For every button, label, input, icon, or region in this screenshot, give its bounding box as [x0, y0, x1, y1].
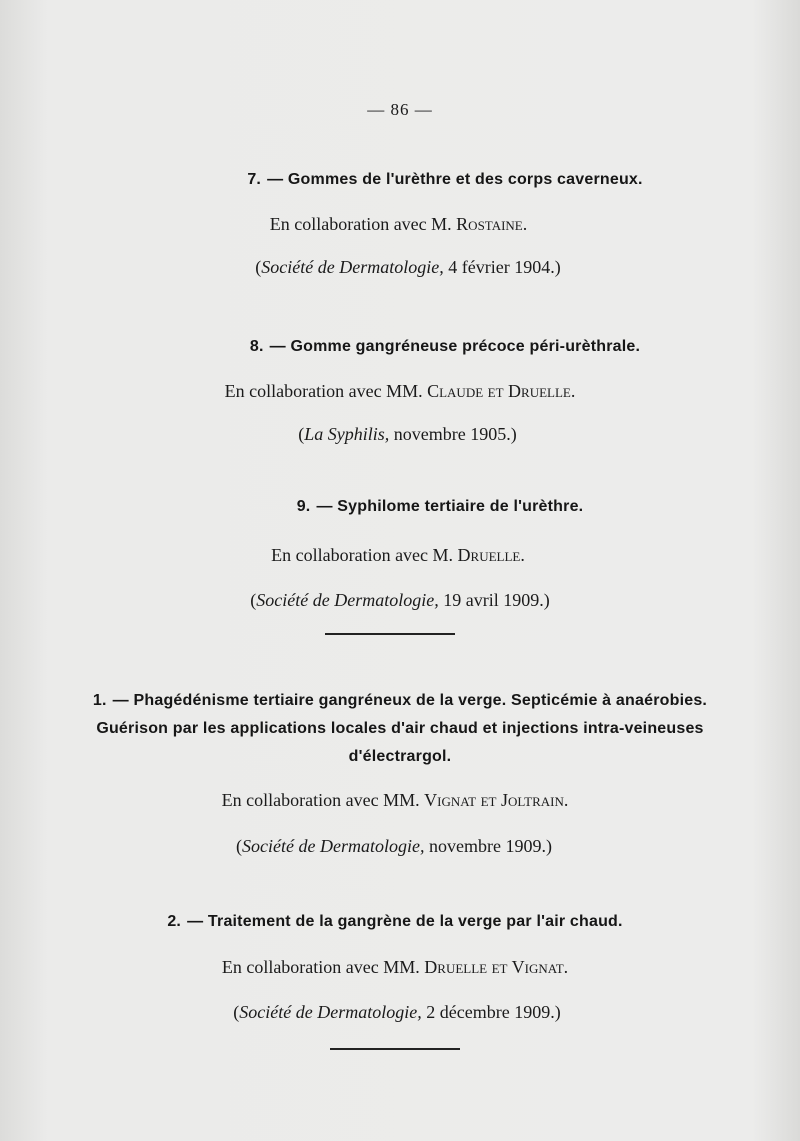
collab-prefix: En collaboration avec MM. — [221, 790, 420, 810]
entry-2-collaboration — [0, 957, 800, 978]
entry-8-collaboration — [0, 381, 800, 402]
source-journal: Société de Dermatologie, — [239, 1002, 422, 1022]
end-divider — [330, 1048, 460, 1050]
entry-title-text: — Gommes de l'urèthre et des corps caverneux. — [267, 171, 643, 188]
entry-title-text: — Phagédénisme tertiaire gangréneux de la verge. Septicémie à anaérobies. — [112, 692, 708, 709]
entry-number: 9. — [296, 498, 311, 515]
collab-names: Vignat et Joltrain. — [424, 790, 569, 810]
collab-prefix: En collaboration avec MM. — [221, 957, 420, 977]
source-journal: La Syphilis, — [304, 424, 390, 444]
entry-1-collaboration — [0, 790, 800, 811]
source-date: 2 décembre 1909.) — [421, 1002, 561, 1022]
source-open: ( — [236, 836, 243, 856]
entry-9-collaboration — [0, 545, 800, 566]
collab-prefix: En collaboration avec M. — [269, 214, 452, 234]
entry-title-text: — Traitement de la gangrène de la verge par l'air chaud. — [187, 913, 623, 930]
collab-names: Claude et Druelle. — [427, 381, 576, 401]
entry-number: 8. — [249, 338, 264, 355]
collab-prefix: En collaboration avec M. — [271, 545, 454, 565]
section-divider — [325, 633, 455, 635]
entry-9-title — [80, 498, 800, 516]
entry-9-source — [0, 590, 800, 611]
entry-8-title — [90, 338, 800, 356]
entry-1-title-line-2: Guérison par les applications locales d'air chaud et injections intra-veineuses — [96, 720, 704, 737]
collab-names: Druelle. — [457, 545, 525, 565]
entry-title-text: — Gomme gangréneuse précoce péri-urèthrale. — [269, 338, 641, 355]
entry-number: 2. — [167, 913, 182, 930]
collab-names: Rostaine. — [456, 214, 528, 234]
source-date: novembre 1909.) — [424, 836, 552, 856]
entry-7-collaboration — [0, 214, 800, 235]
collab-names: Druelle et Vignat. — [424, 957, 569, 977]
entry-2-source — [0, 1002, 800, 1023]
entry-1-source — [0, 836, 800, 857]
collab-prefix: En collaboration avec MM. — [224, 381, 423, 401]
source-open: ( — [250, 590, 257, 610]
entry-number: 7. — [247, 171, 262, 188]
entry-1-title-line-1 — [0, 692, 800, 710]
entry-7-source — [16, 257, 800, 278]
source-open: ( — [298, 424, 305, 444]
entry-number: 1. — [92, 692, 107, 709]
source-open: ( — [233, 1002, 240, 1022]
entry-8-source — [15, 424, 800, 445]
source-journal: Société de Dermatologie, — [256, 590, 439, 610]
source-date: 4 février 1904.) — [443, 257, 561, 277]
entry-title-text: — Syphilome tertiaire de l'urèthre. — [316, 498, 584, 515]
source-journal: Société de Dermatologie, — [261, 257, 444, 277]
source-date: novembre 1905.) — [389, 424, 517, 444]
entry-2-title — [0, 913, 800, 931]
source-journal: Société de Dermatologie, — [242, 836, 425, 856]
source-date: 19 avril 1909.) — [438, 590, 550, 610]
entry-7-title — [90, 171, 800, 189]
source-open: ( — [255, 257, 262, 277]
entry-1-title-line-3: d'électrargol. — [348, 748, 452, 765]
page-number: — 86 — — [367, 100, 433, 119]
